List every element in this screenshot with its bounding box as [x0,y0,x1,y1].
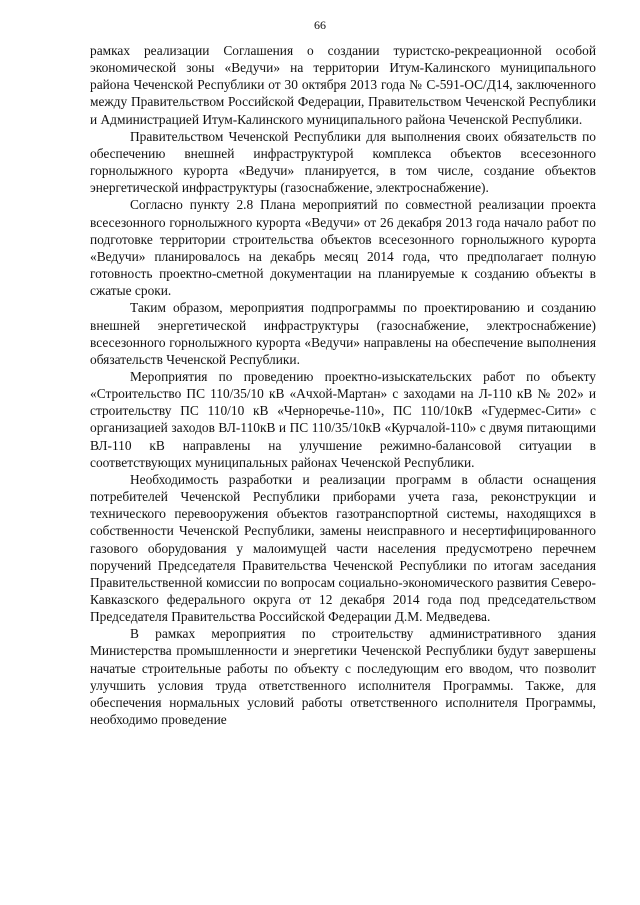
paragraph: Мероприятия по проведению проектно-изыскательских работ по объекту «Строительство ПС 110/35/10 кВ «Ачхой-Мартан» с заходами на Л-110 кВ № 202» и строительству ПС 110/10 кВ «Черноречье-110», ПС 110/10кВ «Гудермес-Сити» с организацией заходов ВЛ-110кВ и ПС 110/35/10кВ «Курчалой-110» с двумя питающими ВЛ-110 кВ направлены на улучшение режимно-балансовой ситуации в соответствующих муниципальных районах Чеченской Республики. [90,368,596,470]
body-text [90,42,596,728]
paragraph: Правительством Чеченской Республики для выполнения своих обязательств по обеспечению внешней инфраструктурой комплекса объектов всесезонного горнолыжного курорта «Ведучи» планируется, в том числе, создание объектов энергетической инфраструктуры (газоснабжение, электроснабжение). [90,128,596,196]
paragraph: рамках реализации Соглашения о создании туристско-рекреационной особой экономической зоны «Ведучи» на территории Итум-Калинского муниципального района Чеченской Республики от 30 октября 2013 года № С-591-ОС/Д14, заключенного между Правительством Российской Федерации, Правительством Чеченской Республики и Администрацией Итум-Калинского муниципального района Чеченской Республики. [90,43,596,127]
paragraph: В рамках мероприятия по строительству административного здания Министерства промышленности и энергетики Чеченской Республики будут завершены начатые строительные работы по объекту с последующим его вводом, что позволит улучшить условия труда ответственного исполнителя Программы. Также, для обеспечения нормальных условий работы ответственного исполнителя Программы, необходимо проведение [90,626,596,728]
paragraph: Согласно пункту 2.8 Плана мероприятий по совместной реализации проекта всесезонного горнолыжного курорта «Ведучи» от 26 декабря 2013 года начало работ по подготовке территории строительства объектов всесезонного горнолыжного курорта «Ведучи» планировалось на декабрь месяц 2014 года, что предполагает полную готовность проектно-сметной документации на планируемые к созданию объекты в сжатые сроки. [90,197,596,299]
paragraph: Таким образом, мероприятия подпрограммы по проектированию и созданию внешней энергетической инфраструктуры (газоснабжение, электроснабжение) всесезонного горнолыжного курорта «Ведучи» направлены на обеспечение выполнения обязательств Чеченской Республики. [90,300,596,367]
paragraph: Необходимость разработки и реализации программ в области оснащения потребителей Чеченской Республики приборами учета газа, реконструкции и технического перевооружения объектов газотранспортной системы, находящихся в собственности Чеченской Республики, замены неисправного и несертифицированного газового оборудования у малоимущей части населения предусмотрено перечнем поручений Председателя Правительства Чеченской Республики по итогам заседания Правительственной комиссии по вопросам социально-экономического развития Северо-Кавказского федерального округа от 12 декабря 2014 года под председательством Председателя Правительства Российской Федерации Д.М. Медведева. [90,471,596,625]
page-number: 66 [314,18,326,32]
